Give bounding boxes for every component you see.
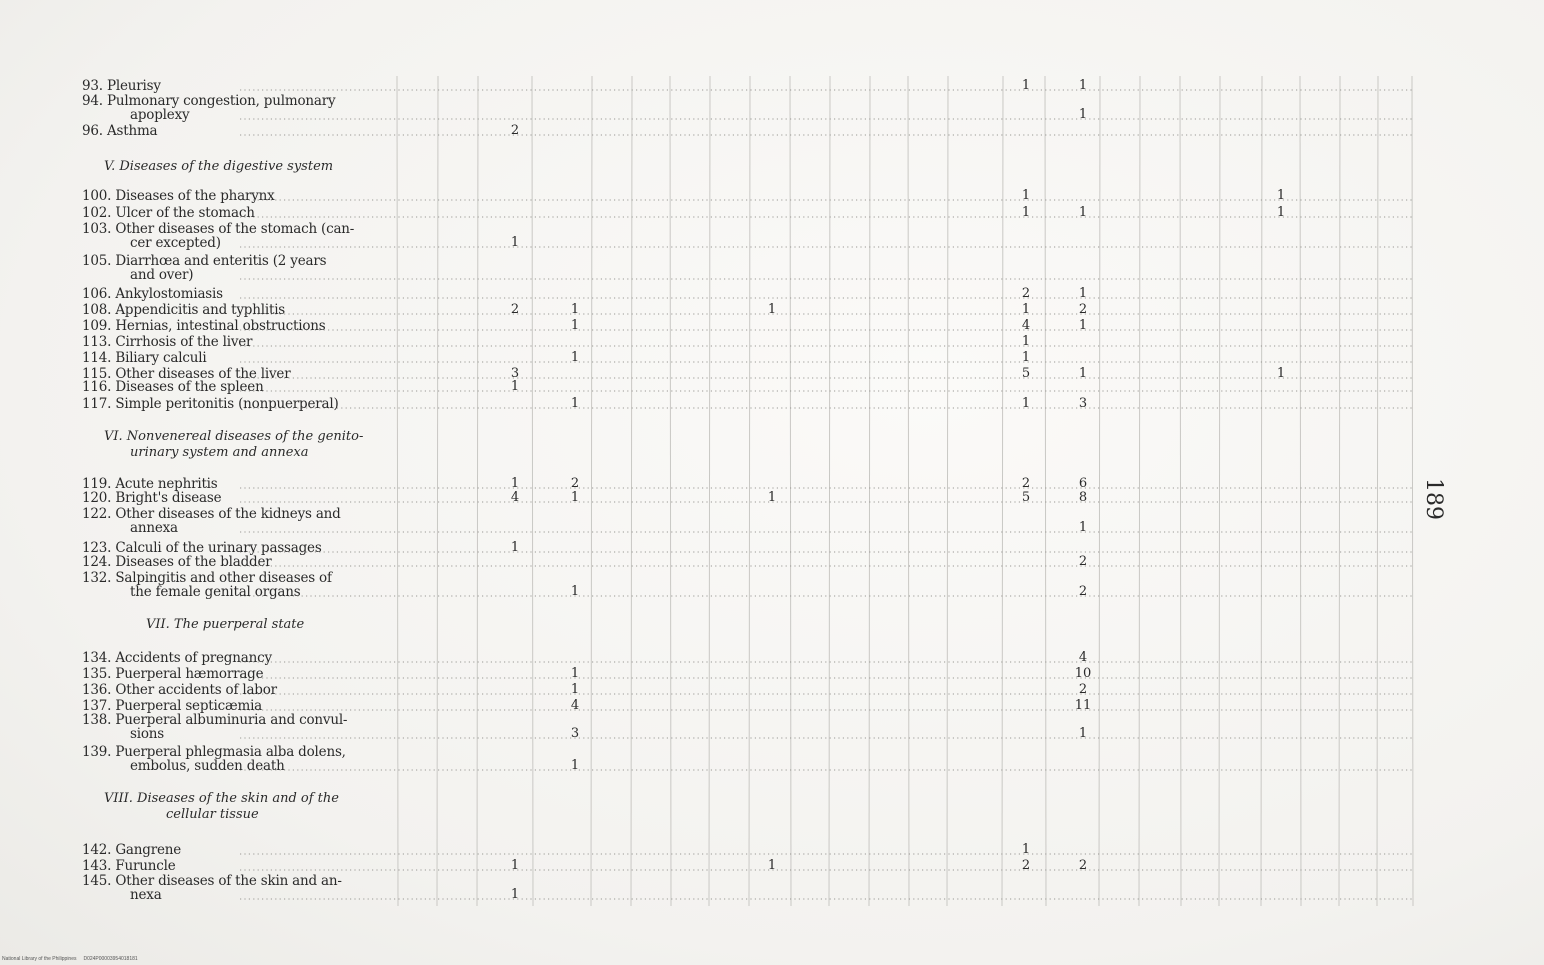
row-label: 137. Puerperal septicæmia [82,698,263,714]
column-rule [1339,76,1340,906]
cell-value: 1 [1078,520,1088,535]
cell-value: 1 [1078,366,1088,381]
cell-value: 1 [767,490,777,505]
column-rule [1219,76,1220,906]
cell-value: 4 [510,490,520,505]
cell-value: 1 [1078,286,1088,301]
cell-value: 5 [1021,490,1031,505]
footer [2,956,138,962]
row-label: 103. Other diseases of the stomach (can- [82,221,355,237]
row-label: 116. Diseases of the spleen [82,379,264,395]
row-label: 142. Gangrene [82,842,182,858]
row-label: 109. Hernias, intestinal obstructions [82,318,326,334]
column-rule [591,76,592,906]
row-label: 138. Puerperal albuminuria and convul- [82,712,348,728]
row-label: 124. Diseases of the bladder [82,554,272,570]
footer-code: D024P00003954018181 [83,956,138,962]
row-label: 139. Puerperal phlegmasia alba dolens, [82,744,346,760]
cell-value: 1 [767,858,777,873]
footer-library: National Library of the Philippines [2,956,77,962]
column-rule [1412,76,1413,906]
row-label: annexa [130,520,178,536]
cell-value: 1 [570,396,580,411]
cell-value: 1 [510,858,520,873]
row-label: the female genital organs [130,584,301,600]
row-label: cer excepted) [130,235,221,251]
page-number: 189 [1421,478,1446,520]
row-label: 114. Biliary calculi [82,350,207,366]
row-label: 122. Other diseases of the kidneys and [82,506,341,522]
row-label: 135. Puerperal hæmorrage [82,666,264,682]
row-label: 96. Asthma [82,123,158,139]
section-heading-cont: urinary system and annexa [130,445,309,460]
section-heading-cont: cellular tissue [166,807,259,822]
row-label: 132. Salpingitis and other diseases of [82,570,332,586]
row-label: 123. Calculi of the urinary passages [82,540,322,556]
column-rule [947,76,948,906]
row-label: apoplexy [130,107,190,123]
cell-value: 1 [1021,842,1031,857]
row-label: 93. Pleurisy [82,78,161,94]
cell-value: 8 [1078,490,1088,505]
cell-value: 1 [1021,188,1031,203]
cell-value: 11 [1074,698,1092,713]
cell-value: 4 [1078,650,1088,665]
cell-value: 1 [1021,302,1031,317]
row-label: 115. Other diseases of the liver [82,366,291,382]
cell-value: 1 [510,476,520,491]
cell-value: 1 [570,302,580,317]
cell-value: 2 [1021,858,1031,873]
column-rule [749,76,750,906]
cell-value: 6 [1078,476,1088,491]
row-label: 102. Ulcer of the stomach [82,205,255,221]
column-rule [709,76,710,906]
cell-value: 10 [1074,666,1092,681]
cell-value: 1 [1276,366,1286,381]
cell-value: 3 [570,726,580,741]
cell-value: 1 [1078,205,1088,220]
cell-value: 1 [570,584,580,599]
column-rule [1377,76,1378,906]
column-rule [1139,76,1140,906]
row-label: 145. Other diseases of the skin and an- [82,873,342,889]
cell-value: 3 [1078,396,1088,411]
cell-value: 2 [1021,286,1031,301]
cell-value: 1 [570,490,580,505]
cell-value: 4 [570,698,580,713]
row-label: 136. Other accidents of labor [82,682,277,698]
cell-value: 1 [1078,318,1088,333]
cell-value: 1 [510,379,520,394]
cell-value: 2 [570,476,580,491]
row-label: embolus, sudden death [130,758,285,774]
column-rule [397,76,398,906]
cell-value: 1 [767,302,777,317]
cell-value: 2 [1078,682,1088,697]
cell-value: 1 [510,235,520,250]
row-label: 119. Acute nephritis [82,476,218,492]
cell-value: 2 [1078,554,1088,569]
row-label: 94. Pulmonary congestion, pulmonary [82,93,336,109]
row-label: 108. Appendicitis and typhlitis [82,302,286,318]
cell-value: 1 [1021,396,1031,411]
cell-value: 1 [1021,350,1031,365]
cell-value: 1 [1078,726,1088,741]
cell-value: 1 [570,758,580,773]
cell-value: 2 [510,123,520,138]
column-rule [532,76,533,906]
cell-value: 5 [1021,366,1031,381]
cell-value: 1 [1276,188,1286,203]
cell-value: 1 [570,666,580,681]
cell-value: 1 [510,887,520,902]
cell-value: 1 [570,350,580,365]
row-label: 117. Simple peritonitis (nonpuerperal) [82,396,339,412]
row-label: 134. Accidents of pregnancy [82,650,272,666]
cell-value: 2 [1078,584,1088,599]
cell-value: 1 [1078,78,1088,93]
section-heading: V. Diseases of the digestive system [104,159,334,174]
column-rule [670,76,671,906]
cell-value: 2 [510,302,520,317]
row-label: 106. Ankylostomiasis [82,286,223,302]
cell-value: 1 [570,318,580,333]
cell-value: 1 [570,682,580,697]
cell-value: 2 [1021,476,1031,491]
row-label: sions [130,726,164,742]
cell-value: 1 [510,540,520,555]
cell-value: 3 [510,366,520,381]
row-label: 100. Diseases of the pharynx [82,188,275,204]
row-label: nexa [130,887,162,903]
row-label: 113. Cirrhosis of the liver [82,334,253,350]
row-label: 120. Bright's disease [82,490,222,506]
cell-value: 2 [1078,302,1088,317]
cell-value: 1 [1021,205,1031,220]
section-heading: VI. Nonvenereal diseases of the genito- [104,429,364,444]
cell-value: 1 [1021,78,1031,93]
cell-value: 1 [1021,334,1031,349]
cell-value: 2 [1078,858,1088,873]
cell-value: 1 [1078,107,1088,122]
section-heading: VII. The puerperal state [146,617,305,632]
column-rule [437,76,438,906]
row-label: and over) [130,267,194,283]
row-label: 143. Furuncle [82,858,176,874]
section-heading: VIII. Diseases of the skin and of the [104,791,339,806]
cell-value: 1 [1276,205,1286,220]
column-rule [1180,76,1181,906]
cell-value: 4 [1021,318,1031,333]
row-label: 105. Diarrhœa and enteritis (2 years [82,253,327,269]
